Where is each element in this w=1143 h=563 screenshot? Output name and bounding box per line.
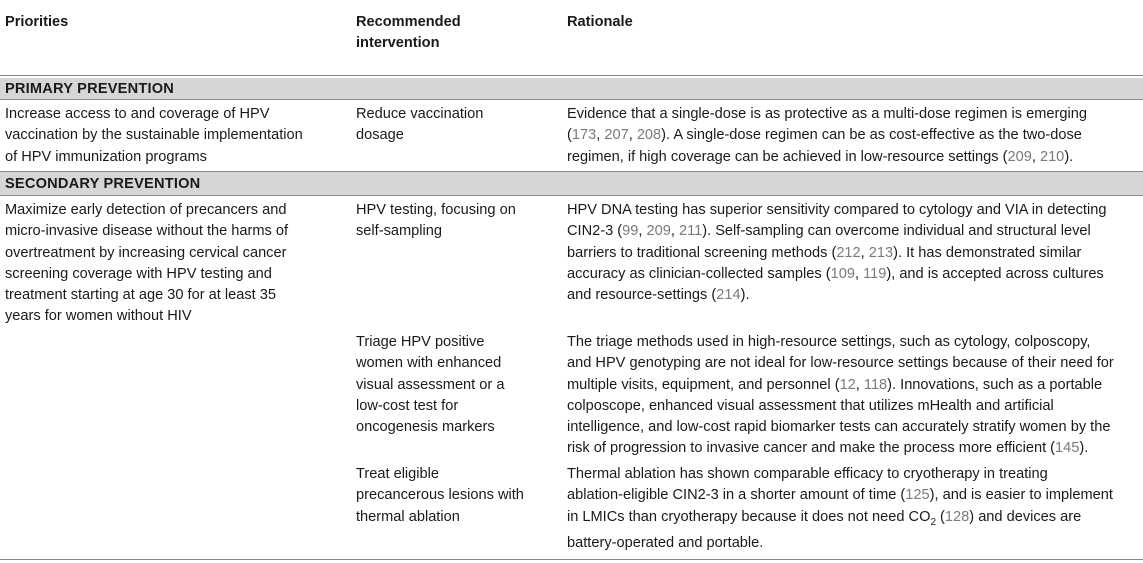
table-bottom-rule bbox=[0, 559, 1143, 560]
intervention-line: Triage HPV positive bbox=[356, 334, 485, 350]
citation-reference[interactable]: 118 bbox=[863, 376, 888, 393]
intervention-line: HPV testing, focusing on bbox=[356, 202, 516, 218]
intervention-line: visual assessment or a bbox=[356, 376, 505, 393]
section-primary-divider bbox=[0, 99, 1143, 100]
header-divider bbox=[0, 75, 1143, 76]
rationale-line: barriers to traditional screening methods (212, 213). It has demonstrated similar bbox=[567, 244, 1082, 261]
citation-reference[interactable]: 173 bbox=[571, 127, 597, 144]
citation-reference[interactable]: 214 bbox=[716, 287, 741, 304]
rationale-line: accuracy as clinician-collected samples (109, 119), and is accepted across cultures bbox=[567, 265, 1104, 282]
intervention-line: women with enhanced bbox=[356, 355, 502, 372]
rationale-line: Evidence that a single-dose is as protective as a multi-dose regimen is emerging bbox=[567, 106, 1087, 122]
rationale-line: regimen, if high coverage can be achieved in low-resource settings (209, 210). bbox=[567, 148, 1074, 165]
priority-secondary-line: Maximize early detection of precancers and bbox=[5, 202, 287, 218]
rationale-line: battery-operated and portable. bbox=[567, 534, 764, 551]
citation-reference[interactable]: 211 bbox=[678, 223, 703, 240]
header-intervention-line-2: intervention bbox=[356, 35, 440, 52]
priority-primary-line: vaccination by the sustainable implementation bbox=[5, 127, 303, 144]
header-rationale: Rationale bbox=[567, 14, 633, 30]
intervention-triage-hpv-positive bbox=[356, 332, 546, 438]
intervention-reduce-vaccination-dosage bbox=[356, 104, 546, 147]
rationale-triage-hpv-positive bbox=[567, 332, 1140, 460]
priority-secondary-line: years for women without HIV bbox=[5, 308, 192, 325]
rationale-line: CIN2-3 (99, 209, 211). Self-sampling can overcome individual and structural level bbox=[567, 223, 1091, 240]
section-label-secondary: SECONDARY PREVENTION bbox=[5, 176, 201, 192]
intervention-line: dosage bbox=[356, 127, 404, 144]
citation-reference[interactable]: 207 bbox=[604, 127, 629, 144]
rationale-hpv-testing-self-sampling bbox=[567, 200, 1140, 306]
citation-reference[interactable]: 128 bbox=[944, 508, 970, 525]
intervention-line: oncogenesis markers bbox=[356, 419, 495, 436]
priority-primary-line: of HPV immunization programs bbox=[5, 148, 207, 165]
citation-reference[interactable]: 99 bbox=[622, 223, 639, 240]
rationale-line: and resource-settings (214). bbox=[567, 287, 750, 304]
citation-reference[interactable]: 119 bbox=[863, 265, 887, 282]
citation-reference[interactable]: 145 bbox=[1055, 440, 1080, 457]
rationale-reduce-vaccination-dosage bbox=[567, 104, 1140, 168]
priority-primary-line: Increase access to and coverage of HPV bbox=[5, 106, 270, 122]
rationale-line: intelligence, and low-cost rapid biomarker tests can accurately stratify women by the bbox=[567, 419, 1111, 436]
rationale-line: colposcope, enhanced visual assessment that utilizes mHealth and artificial bbox=[567, 397, 1054, 414]
intervention-line: Reduce vaccination bbox=[356, 106, 484, 122]
rationale-line: HPV DNA testing has superior sensitivity compared to cytology and VIA in detecting bbox=[567, 202, 1107, 218]
citation-reference[interactable]: 208 bbox=[636, 127, 662, 144]
subscript: 2 bbox=[930, 516, 936, 528]
citation-reference[interactable]: 125 bbox=[905, 487, 930, 504]
priority-secondary-line: screening coverage with HPV testing and bbox=[5, 265, 272, 282]
section-band-primary bbox=[0, 78, 1143, 99]
rationale-line: in LMICs than cryotherapy because it does not need $CO_2$ (128) and devices are bbox=[567, 508, 1082, 528]
header-priorities: Priorities bbox=[5, 14, 69, 30]
header-recommended-intervention bbox=[356, 12, 546, 55]
citation-reference[interactable]: 210 bbox=[1039, 148, 1065, 165]
section-secondary-divider bbox=[0, 195, 1143, 196]
citation-reference[interactable]: 209 bbox=[1007, 148, 1032, 165]
section-label-primary: PRIMARY PREVENTION bbox=[5, 81, 175, 97]
intervention-hpv-testing-self-sampling bbox=[356, 200, 546, 243]
priority-secondary bbox=[5, 200, 330, 328]
header-intervention-line-1: Recommended bbox=[356, 14, 461, 30]
priority-secondary-line: overtreatment by increasing cervical cancer bbox=[5, 244, 287, 261]
citation-reference[interactable]: 109 bbox=[830, 265, 855, 282]
rationale-line: Thermal ablation has shown comparable efficacy to cryotherapy in treating bbox=[567, 466, 1048, 482]
priority-primary bbox=[5, 104, 330, 168]
citation-reference[interactable]: 12 bbox=[839, 376, 856, 393]
section-band-secondary bbox=[0, 172, 1143, 195]
intervention-line: self-sampling bbox=[356, 223, 442, 240]
rationale-line: ablation-eligible CIN2-3 in a shorter amount of time (125), and is easier to implement bbox=[567, 487, 1113, 504]
intervention-line: thermal ablation bbox=[356, 508, 460, 525]
intervention-thermal-ablation bbox=[356, 464, 546, 528]
priority-secondary-line: treatment starting at age 30 for at least 35 bbox=[5, 287, 276, 304]
citation-reference[interactable]: 209 bbox=[646, 223, 671, 240]
rationale-line: (173, 207, 208). A single-dose regimen can be as cost-effective as the two-dose bbox=[567, 127, 1082, 144]
priority-secondary-line: micro-invasive disease without the harms of bbox=[5, 223, 289, 240]
intervention-line: low-cost test for bbox=[356, 397, 459, 414]
citation-reference[interactable]: 213 bbox=[868, 244, 894, 261]
citation-reference[interactable]: 212 bbox=[836, 244, 861, 261]
rationale-line: The triage methods used in high-resource settings, such as cytology, colposcopy, bbox=[567, 334, 1091, 350]
rationale-thermal-ablation bbox=[567, 464, 1140, 554]
rationale-line: multiple visits, equipment, and personnel (12, 118). Innovations, such as a portable bbox=[567, 376, 1103, 393]
intervention-line: precancerous lesions with bbox=[356, 487, 524, 504]
rationale-line: risk of progression to invasive cancer and make the process more efficient (145). bbox=[567, 440, 1089, 457]
rationale-line: and HPV genotyping are not ideal for low-resource settings because of their need for bbox=[567, 355, 1114, 372]
intervention-line: Treat eligible bbox=[356, 466, 440, 482]
